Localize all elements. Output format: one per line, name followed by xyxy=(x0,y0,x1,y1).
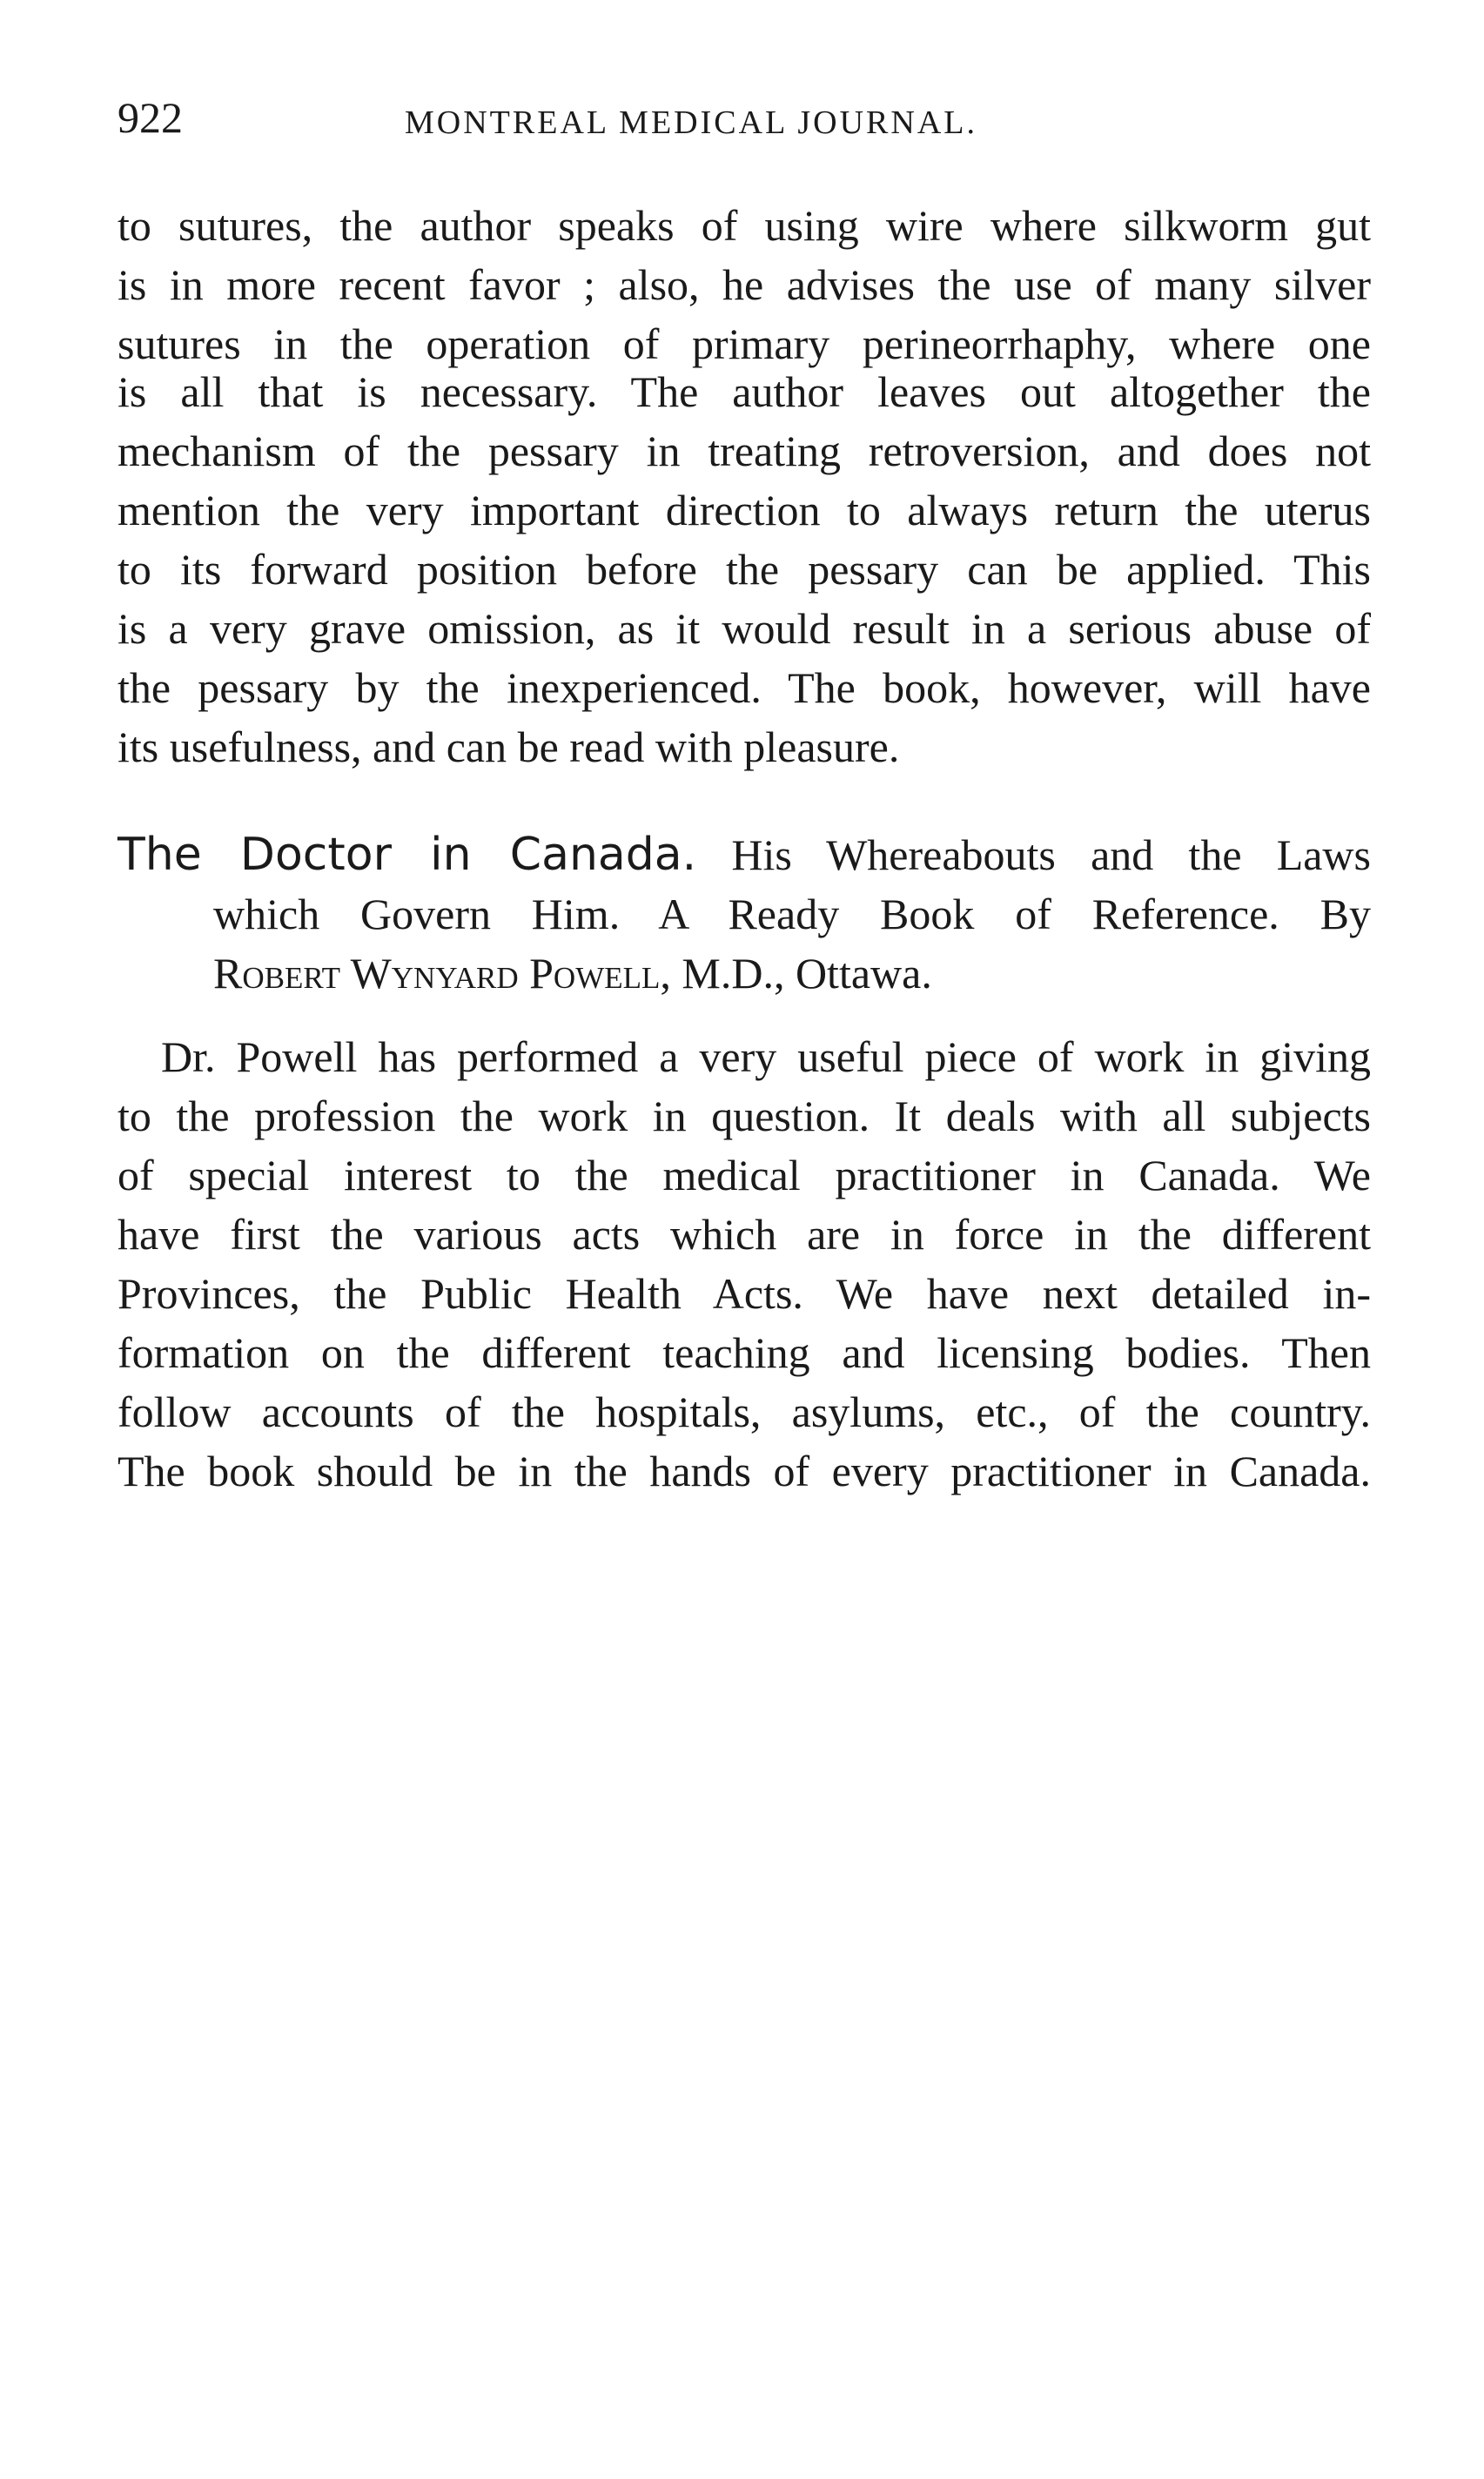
paragraph-line: is a very grave omission, as it would result in a serious abuse of xyxy=(118,604,1371,653)
paragraph-line: formation on the different teaching and licensing bodies. Then xyxy=(118,1328,1371,1377)
paragraph-line: Dr. Powell has performed a very useful piece of work in giving xyxy=(161,1032,1371,1081)
page-number: 922 xyxy=(118,93,183,142)
paragraph-line: its usefulness, and can be read with pleasure. xyxy=(118,722,900,771)
paragraph-line: mention the very important direction to always return the uterus xyxy=(118,486,1371,534)
paragraph-line: sutures in the operation of primary perineorrhaphy, where one xyxy=(118,319,1371,368)
paragraph-line: have first the various acts which are in force in the different xyxy=(118,1210,1371,1259)
book-author: Robert Wynyard Powell xyxy=(213,949,661,998)
book-heading-line xyxy=(213,944,1371,1003)
paragraph-line: is in more recent favor ; also, he advises the use of many silver xyxy=(118,260,1371,309)
running-header xyxy=(118,87,1371,148)
book-author-suffix: , M.D., Ottawa. xyxy=(660,949,932,998)
paragraph-line: the pessary by the inexperienced. The book, however, will have xyxy=(118,663,1371,712)
book-subtitle: His Whereabouts and the Laws xyxy=(731,830,1372,879)
book-title: The Doctor in Canada. xyxy=(118,829,697,881)
paragraph-line: of special interest to the medical practitioner in Canada. We xyxy=(118,1151,1371,1199)
paragraph-line: to sutures, the author speaks of using wire where silkworm gut xyxy=(118,201,1371,250)
paragraph-line: The book should be in the hands of every practitioner in Canada. xyxy=(118,1447,1371,1495)
paragraph-line: follow accounts of the hospitals, asylums, etc., of the country. xyxy=(118,1387,1371,1436)
book-heading-line: which Govern Him. A Ready Book of Reference. By xyxy=(213,890,1371,938)
paragraph-line: mechanism of the pessary in treating retroversion, and does not xyxy=(118,427,1371,475)
paragraph-line: Provinces, the Public Health Acts. We have next detailed in- xyxy=(118,1269,1371,1318)
paragraph-line: is all that is necessary. The author leaves out altogether the xyxy=(118,367,1371,416)
paragraph-line: to its forward position before the pessary can be applied. This xyxy=(118,545,1371,594)
book-heading-line xyxy=(118,825,1371,884)
journal-title: MONTREAL MEDICAL JOURNAL. xyxy=(405,104,977,141)
paragraph-line: to the profession the work in question. It deals with all subjects xyxy=(118,1092,1371,1140)
